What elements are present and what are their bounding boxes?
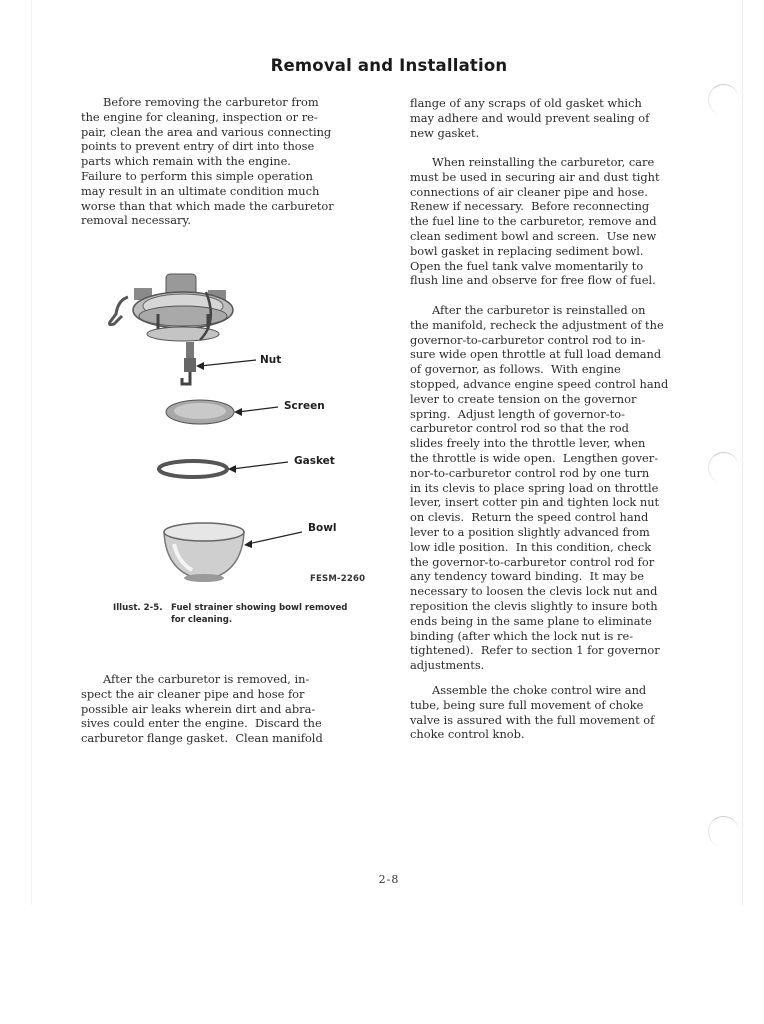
text-line: lever, insert cotter pin and tighten lock nut xyxy=(410,495,660,510)
text-line: points to prevent entry of dirt into those xyxy=(81,139,315,154)
text-line: adjustments. xyxy=(410,658,485,673)
punch-hole-top xyxy=(708,84,739,115)
text-line: must be used in securing air and dust tight xyxy=(410,169,660,184)
text-line: Before removing the carburetor from xyxy=(103,95,319,109)
caption-label: Illust. 2-5. xyxy=(113,603,163,613)
text-line: the fuel line to the carburetor, remove and xyxy=(410,214,657,229)
text-line: clean sediment bowl and screen. Use new xyxy=(410,228,657,243)
text-line: carburetor control rod so that the rod xyxy=(410,421,629,436)
text-line: tube, being sure full movement of choke xyxy=(410,697,644,712)
text-line: Open the fuel tank valve momentarily to xyxy=(410,258,644,273)
text-line: choke control knob. xyxy=(410,727,525,742)
text-line: any tendency toward binding. It may be xyxy=(410,569,645,584)
text-line: possible air leaks wherein dirt and abra- xyxy=(81,701,316,716)
text-line: Renew if necessary. Before reconnecting xyxy=(410,199,650,214)
text-line: low idle position. In this condition, check xyxy=(410,539,652,554)
paragraph-reinstalling xyxy=(410,155,660,288)
text-line: may adhere and would prevent sealing of xyxy=(410,110,650,125)
text-line: worse than that which made the carburetor xyxy=(81,198,334,213)
fuel-strainer-illustration xyxy=(88,262,378,602)
caption-text-1: Fuel strainer showing bowl removed xyxy=(171,603,348,613)
text-line: slides freely into the throttle lever, when xyxy=(410,436,646,451)
text-line: nor-to-carburetor control rod by one turn xyxy=(410,465,650,480)
paragraph-choke xyxy=(410,683,654,742)
figure-caption xyxy=(113,602,373,626)
text-line: spect the air cleaner pipe and hose for xyxy=(81,686,305,701)
paragraph-after-reinstalled xyxy=(410,303,668,673)
text-line: Assemble the choke control wire and xyxy=(432,683,647,697)
callout-gasket: Gasket xyxy=(294,455,335,467)
text-line: When reinstalling the carburetor, care xyxy=(432,155,655,169)
text-line: Failure to perform this simple operation xyxy=(81,168,313,183)
text-line: reposition the clevis slightly to insure both xyxy=(410,598,658,613)
text-line: governor-to-carburetor control rod to in- xyxy=(410,332,646,347)
text-line: new gasket. xyxy=(410,125,480,140)
text-line: stopped, advance engine speed control hand xyxy=(410,376,669,391)
text-line: After the carburetor is removed, in- xyxy=(103,672,310,686)
callout-bowl: Bowl xyxy=(308,522,337,534)
text-line: the engine for cleaning, inspection or re- xyxy=(81,109,318,124)
text-line: connections of air cleaner pipe and hose. xyxy=(410,184,648,199)
text-line: lever to a position slightly advanced from xyxy=(410,524,650,539)
text-line: spring. Adjust length of governor-to- xyxy=(410,406,625,421)
text-line: pair, clean the area and various connecting xyxy=(81,124,332,139)
text-line: binding (after which the lock nut is re- xyxy=(410,628,634,643)
text-line: After the carburetor is reinstalled on xyxy=(432,303,646,317)
paragraph-before-removing xyxy=(81,95,334,228)
paragraph-flange xyxy=(410,96,649,140)
text-line: of governor, as follows. With engine xyxy=(410,362,621,377)
text-line: ends being in the same plane to eliminate xyxy=(410,613,652,628)
text-line: may result in an ultimate condition much xyxy=(81,183,320,198)
paragraph-after-removed xyxy=(81,672,323,746)
figure-number: FESM-2260 xyxy=(310,574,366,584)
caption-text-2: for cleaning. xyxy=(171,615,233,625)
text-line: flush line and observe for free flow of fuel. xyxy=(410,273,656,288)
text-line: sure wide open throttle at full load demand xyxy=(410,347,662,362)
text-line: on clevis. Return the speed control hand xyxy=(410,510,649,525)
text-line: the manifold, recheck the adjustment of the xyxy=(410,317,664,332)
fuel-strainer-drawing xyxy=(88,262,378,602)
text-line: necessary to loosen the clevis lock nut and xyxy=(410,584,658,599)
text-line: the governor-to-carburetor control rod for xyxy=(410,554,655,569)
text-line: valve is assured with the full movement of xyxy=(410,712,655,727)
page-number: 2-8 xyxy=(378,873,400,886)
text-line: carburetor flange gasket. Clean manifold xyxy=(81,731,323,746)
page-title: Removal and Installation xyxy=(270,56,508,75)
punch-hole-middle xyxy=(708,452,739,483)
text-line: tightened). Refer to section 1 for governor xyxy=(410,643,660,658)
callout-nut: Nut xyxy=(260,354,282,366)
punch-hole-bottom xyxy=(708,816,739,847)
callout-screen: Screen xyxy=(284,400,325,412)
text-line: sives could enter the engine. Discard the xyxy=(81,716,322,731)
text-line: lever to create tension on the governor xyxy=(410,391,637,406)
text-line: the throttle is wide open. Lengthen gover- xyxy=(410,450,659,465)
text-line: parts which remain with the engine. xyxy=(81,154,291,169)
text-line: in its clevis to place spring load on throttle xyxy=(410,480,659,495)
text-line: bowl gasket in replacing sediment bowl. xyxy=(410,243,644,258)
text-line: removal necessary. xyxy=(81,213,192,228)
text-line: flange of any scraps of old gasket which xyxy=(410,96,642,110)
